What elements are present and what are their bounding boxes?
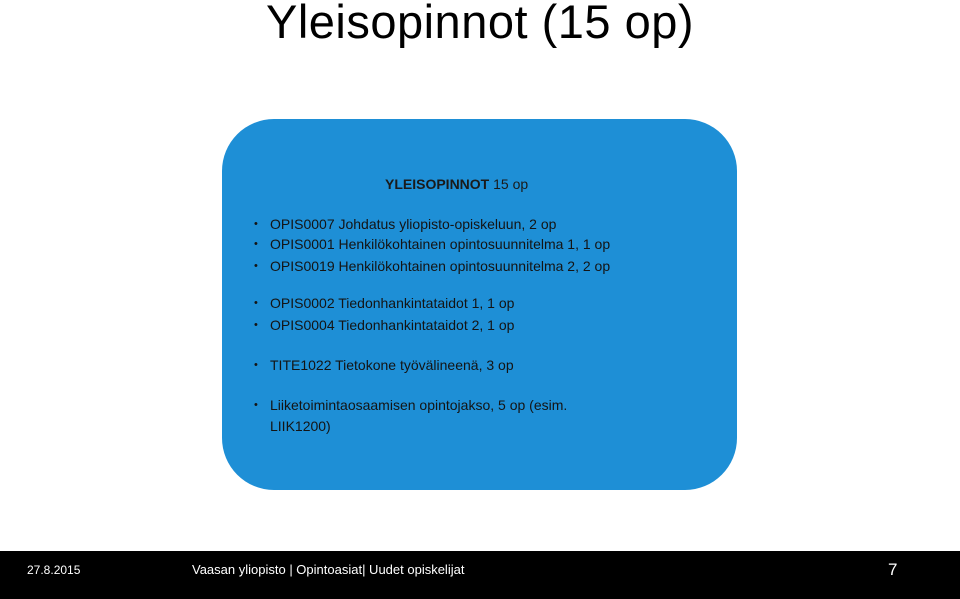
bullet: • [254,238,258,250]
footer-text: Vaasan yliopisto | Opintoasiat| Uudet opiskelijat [192,562,465,577]
list-item-text: OPIS0002 Tiedonhankintataidot 1, 1 op [270,295,515,311]
list-item [254,315,515,335]
bullet: • [254,218,258,230]
content-box [222,119,737,490]
bullet: • [254,260,258,272]
list-item [254,395,568,415]
list-item-text: LIIK1200) [270,418,331,434]
list-item [254,293,515,313]
list-item [254,214,557,234]
list-item [254,234,611,254]
bullet: • [254,359,258,371]
list-item-text: OPIS0004 Tiedonhankintataidot 2, 1 op [270,317,515,333]
list-item-text: TITE1022 Tietokone työvälineenä, 3 op [270,357,514,373]
list-item-text: OPIS0007 Johdatus yliopisto-opiskeluun, 2 op [270,216,557,232]
list-item-text: OPIS0019 Henkilökohtainen opintosuunnitelma 2, 2 op [270,258,611,274]
slide-title: Yleisopinnot (15 op) [265,0,695,48]
list-item [254,355,514,375]
footer-date: 27.8.2015 [27,563,81,577]
list-item-continuation [270,416,331,436]
page-number: 7 [888,560,898,579]
list-item [254,256,611,276]
bullet: • [254,297,258,309]
footer-bar [0,551,960,599]
box-heading-bold: YLEISOPINNOT [385,176,490,192]
list-item-text: OPIS0001 Henkilökohtainen opintosuunnitelma 1, 1 op [270,236,611,252]
bullet: • [254,399,258,411]
box-heading [385,176,528,192]
box-heading-rest: 15 op [489,176,529,192]
bullet: • [254,319,258,331]
list-item-text: Liiketoimintaosaamisen opintojakso, 5 op (esim. [270,397,568,413]
